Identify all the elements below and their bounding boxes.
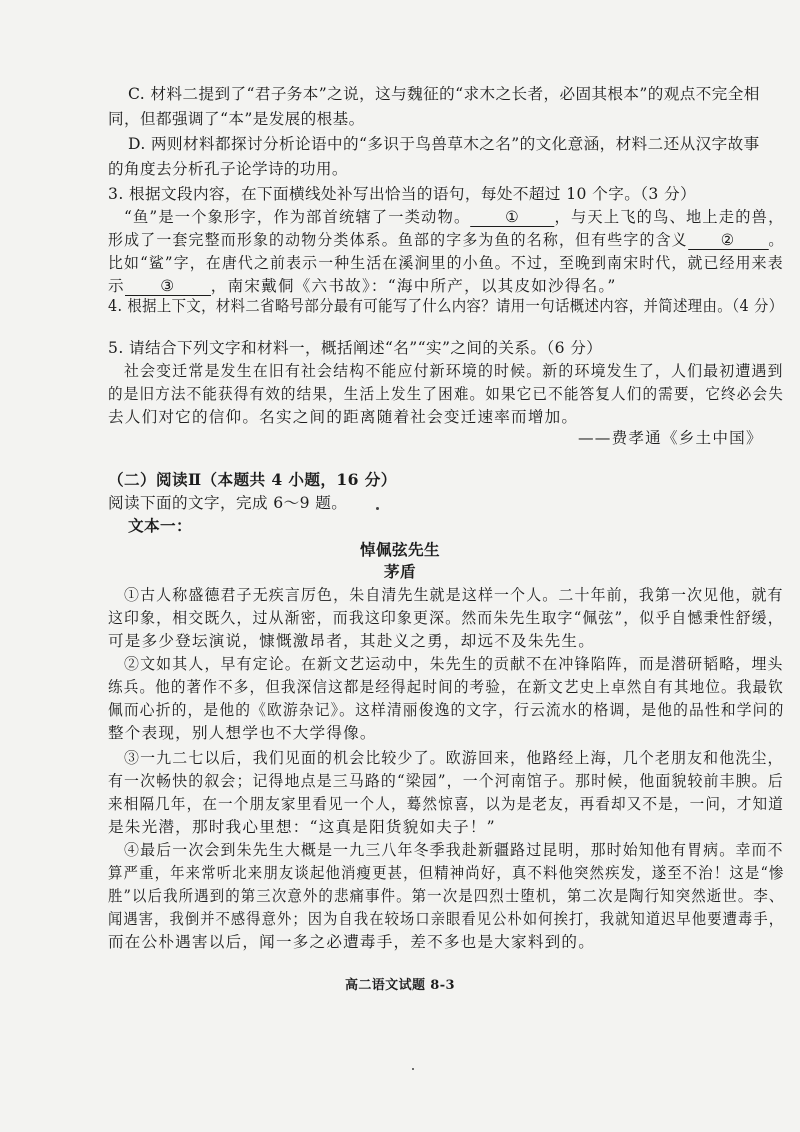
essay-para2-line: 佩而心折的，是他的《欧游杂记》。这样清丽俊逸的文字，行云流水的格调，是他的品性和学问的 bbox=[108, 701, 785, 719]
question-3-line2 bbox=[108, 230, 784, 250]
essay-para3-line: ③一九二七以后，我们见面的机会比较少了。欧游回来，他路经上海，几个老朋友和他洗尘， bbox=[124, 749, 784, 767]
blank-3[interactable]: ③ bbox=[125, 277, 211, 296]
question-4-title: 4. 根据上下文，材料二省略号部分最有可能写了什么内容？请用一句话概述内容，并简述理由。（4 分） bbox=[108, 297, 784, 315]
q3-text: 形成了一套完整而形象的动物分类体系。鱼部的字多为鱼的名称，但有些字的含义 bbox=[108, 231, 688, 249]
essay-para4-line: 胜”以后我所遇到的第三次意外的悲痛事件。第一次是四烈士堕机，第二次是陶行知突然逝世。李、 bbox=[108, 887, 785, 905]
essay-title: 悼佩弦先生 bbox=[360, 540, 440, 559]
question-3-line4 bbox=[108, 276, 617, 296]
text-one-label: 文本一： bbox=[128, 516, 192, 535]
option-c-line1: C. 材料二提到了“君子务本”之说，这与魏征的“求木之长者，必固其根本”的观点不完全相 bbox=[128, 85, 760, 103]
essay-author: 茅盾 bbox=[384, 562, 416, 581]
quote-source: ——费孝通《乡土中国》 bbox=[578, 429, 763, 447]
essay-para4-line: 闻遇害，我倒并不感得意外；因为自我在较场口亲眼看见公朴如何挨打，我就知道迟早他要遭毒手， bbox=[108, 910, 785, 928]
essay-para4-line: 算严重，年来常听北来朋友谈起他消瘦更甚，但精神尚好，真不料他突然疾发，遂至不治！这是“惨 bbox=[108, 864, 785, 882]
page-footer: 高二语文试题 8-3 bbox=[344, 978, 455, 993]
essay-para2-line: ②文如其人，早有定论。在新文艺运动中，朱先生的贡献不在冲锋陷阵，而是潜研韬略，埋头 bbox=[124, 655, 784, 673]
essay-para4-line: ④最后一次会到朱先生大概是一九三八年冬季我赴新疆路过昆明，那时始知他有胃病。幸而不 bbox=[124, 841, 784, 859]
essay-para2-line: 整个表现，别人想学也不大学得像。 bbox=[108, 724, 377, 742]
option-c-line2: 同，但都强调了“本”是发展的根基。 bbox=[108, 110, 365, 128]
q3-text: 示 bbox=[108, 277, 125, 295]
question-3-line3: 比如“鲨”字，在唐代之前表示一种生活在溪涧里的小鱼。不过，至晚到南宋时代，就已经用来表 bbox=[108, 254, 784, 272]
quote-line3: 去人们对它的信仰。名实之间的距离随着社会变迁速率而增加。 bbox=[108, 408, 579, 426]
q3-text: 。 bbox=[768, 231, 785, 249]
scan-speck bbox=[412, 1068, 414, 1070]
blank-2[interactable]: ② bbox=[688, 231, 769, 250]
question-3-title: 3. 根据文段内容，在下面横线处补写出恰当的语句，每处不超过 10 个字。（3 分） bbox=[108, 185, 697, 203]
section-2-title: （二）阅读Ⅱ（本题共 4 小题，16 分） bbox=[108, 470, 397, 489]
q3-text: ，与天上飞的鸟、地上走的兽， bbox=[554, 208, 785, 226]
quote-line1: 社会变迁常是发生在旧有社会结构不能应付新环境的时候。新的环境发生了，人们最初遭遇到 bbox=[124, 362, 784, 380]
essay-para4-line: 而在公朴遇害以后，闻一多之必遭毒手，差不多也是大家料到的。 bbox=[108, 933, 596, 951]
essay-para3-line: 有一次畅快的叙会；记得地点是三马路的“梁园”，一个河南馆子。那时候，他面貌较前丰腴。后 bbox=[108, 772, 784, 790]
essay-para2-line: 练兵。他的著作不多，但我深信这都是经得起时间的考验，在新文艺史上卓然自有其地位。我最钦 bbox=[108, 678, 784, 696]
essay-para1-line: 可是多少登坛演说，慷慨激昂者，其赴义之勇，却远不及朱先生。 bbox=[108, 632, 596, 650]
q3-text: ，南宋戴侗《六书故》：“海中所产，以其皮如沙得名。” bbox=[210, 277, 617, 295]
essay-para1-line: ①古人称盛德君子无疾言厉色，朱自清先生就是这样一个人。二十年前，我第一次见他，就有 bbox=[124, 586, 784, 604]
question-5-title: 5. 请结合下列文字和材料一，概括阐述“名”“实”之间的关系。（6 分） bbox=[108, 339, 603, 357]
option-d-line2: 的角度去分析孔子论学诗的功用。 bbox=[108, 160, 348, 178]
section-2-instruction: 阅读下面的文字，完成 6～9 题。 bbox=[108, 494, 348, 512]
blank-1[interactable]: ① bbox=[470, 208, 554, 227]
essay-para3-line: 来相隔几年，在一个朋友家里看见一个人，蓦然惊喜，以为是老友，再看却又不是，一问，才知道 bbox=[108, 795, 784, 813]
scan-speck bbox=[376, 507, 379, 510]
option-d-line1: D. 两则材料都探讨分析论语中的“多识于鸟兽草木之名”的文化意涵，材料二还从汉字故事 bbox=[128, 135, 760, 153]
quote-line2: 的是旧方法不能获得有效的结果，生活上发生了困难。如果它已不能答复人们的需要，它终必会失 bbox=[108, 385, 784, 403]
q3-text: “鱼”是一个象形字，作为部首统辖了一类动物。 bbox=[124, 208, 471, 226]
essay-para3-line: 是朱光潜，那时我心里想：“这真是阳货貌如夫子！” bbox=[108, 818, 496, 836]
question-3-line1 bbox=[124, 207, 785, 227]
essay-para1-line: 这印象，相交既久，过从渐密，而我这印象更深。然而朱先生取字“佩弦”，似乎自憾秉性舒缓， bbox=[108, 609, 784, 627]
